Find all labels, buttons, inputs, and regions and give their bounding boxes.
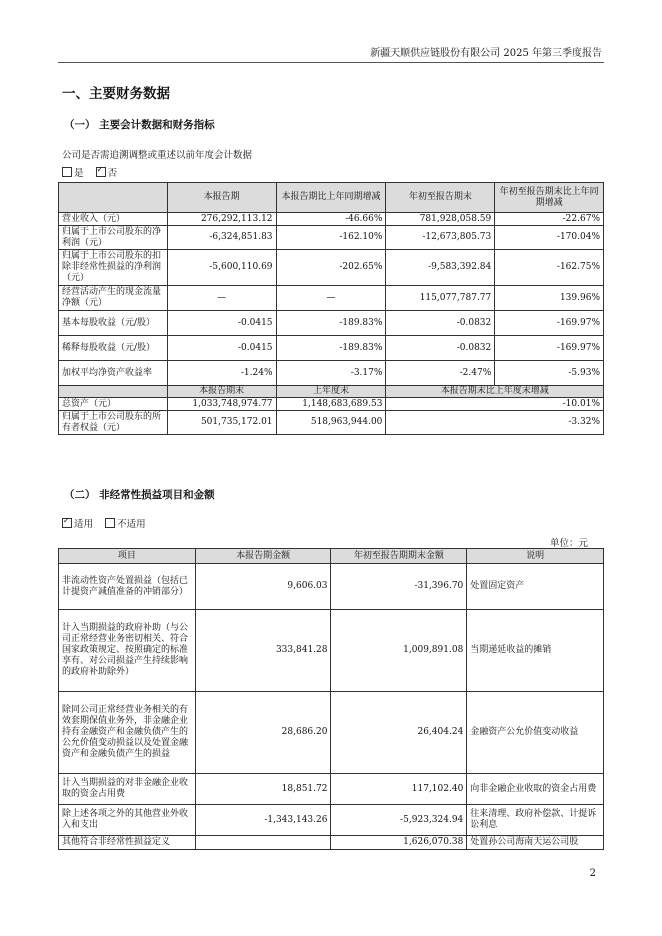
table-row (59, 361, 604, 386)
cell: -5,600,110.69 (167, 250, 276, 286)
cell: 1,626,070.38 (331, 836, 467, 850)
checkbox-na (105, 518, 115, 528)
row-label: 除上述各项之外的其他营业外收入和支出 (59, 805, 196, 836)
checkbox-apply-checked (62, 518, 72, 528)
row-label: 计入当期损益的政府补助（与公司正常经营业务密切相关、符合国家政策规定、按照确定的标准享有、对公司损益产生持续影响的政府补助除外） (59, 610, 196, 692)
cell: -3.32% (386, 411, 604, 435)
restatement-question: 公司是否需追溯调整或重述以前年度会计数据 (62, 150, 253, 161)
header-cell: 本报告期金额 (195, 549, 331, 564)
header-cell: 说明 (467, 549, 604, 564)
financial-indicators-table (58, 182, 604, 435)
header-cell: 上年度末 (276, 386, 386, 398)
cell: 26,404.24 (331, 692, 467, 774)
cell: -5,923,324.94 (331, 805, 467, 836)
table-row (59, 564, 604, 610)
cell: -170.04% (495, 226, 604, 250)
cell: — (167, 286, 276, 311)
cell: 139.96% (495, 286, 604, 311)
cell: 1,009,891.08 (331, 610, 467, 692)
header-cell: 本报告期末 (167, 386, 276, 398)
cell: -189.83% (276, 336, 386, 361)
cell: 501,735,172.01 (167, 411, 276, 435)
row-label: 总资产（元） (59, 398, 168, 411)
page-number: 2 (589, 868, 596, 879)
option-apply-label: 适用 (74, 519, 94, 530)
cell: 1,033,748,974.77 (167, 398, 276, 411)
cell: -1.24% (167, 361, 276, 386)
table-row (59, 610, 604, 692)
cell: -3.17% (276, 361, 386, 386)
cell: 117,102.40 (331, 774, 467, 805)
header-cell: 年初至报告期期末金额 (331, 549, 467, 564)
header-cell (59, 183, 168, 213)
row-label: 非流动性资产处置损益（包括已计提资产减值准备的冲销部分） (59, 564, 196, 610)
table-row (59, 692, 604, 774)
cell: -9,583,392.84 (386, 250, 495, 286)
cell: -10.01% (386, 398, 604, 411)
table-row (59, 398, 604, 411)
header-cell: 项目 (59, 549, 196, 564)
cell: 往来清理、政府补偿款、计提诉讼利息 (467, 805, 604, 836)
applicability-options (62, 516, 146, 530)
cell: -6,324,851.83 (167, 226, 276, 250)
cell: 28,686.20 (195, 692, 331, 774)
unit-label: 单位：元 (549, 538, 588, 549)
table-row (59, 411, 604, 435)
row-label: 经营活动产生的现金流量净额（元） (59, 286, 168, 311)
cell: 276,292,113.12 (167, 213, 276, 226)
table-row (59, 836, 604, 850)
cell: -162.75% (495, 250, 604, 286)
table-header-row (59, 549, 604, 564)
cell: -22.67% (495, 213, 604, 226)
table-row (59, 774, 604, 805)
section-title: 一、主要财务数据 (62, 86, 170, 102)
cell: -46.66% (276, 213, 386, 226)
row-label: 营业收入（元） (59, 213, 168, 226)
cell: 处置孙公司海南天运公司股 (467, 836, 604, 850)
cell: 当期递延收益的摊销 (467, 610, 604, 692)
cell: -0.0415 (167, 311, 276, 336)
cell: -31,396.70 (331, 564, 467, 610)
header-divider (58, 62, 604, 63)
cell: -0.0415 (167, 336, 276, 361)
cell: -162.10% (276, 226, 386, 250)
cell: -0.0832 (386, 311, 495, 336)
cell: 333,841.28 (195, 610, 331, 692)
row-label: 归属于上市公司股东的所有者权益（元） (59, 411, 168, 435)
table-row (59, 226, 604, 250)
row-label: 基本每股收益（元/股） (59, 311, 168, 336)
subsection-title-1: （一） 主要会计数据和财务指标 (64, 119, 215, 131)
row-label: 其他符合非经常性损益定义 (59, 836, 196, 850)
cell: -12,673,805.73 (386, 226, 495, 250)
row-label: 计入当期损益的对非金融企业收取的资金占用费 (59, 774, 196, 805)
cell: 金融资产公允价值变动收益 (467, 692, 604, 774)
cell: — (276, 286, 386, 311)
option-na-label: 不适用 (117, 519, 146, 530)
cell: 781,928,058.59 (386, 213, 495, 226)
cell: -169.97% (495, 336, 604, 361)
cell: 115,077,787.77 (386, 286, 495, 311)
cell: 9,606.03 (195, 564, 331, 610)
cell: -169.97% (495, 311, 604, 336)
checkbox-yes (62, 167, 72, 177)
header-cell: 本报告期末比上年度末增减 (386, 386, 604, 398)
table-row (59, 311, 604, 336)
table-row (59, 336, 604, 361)
cell: -202.65% (276, 250, 386, 286)
option-no-label: 否 (107, 168, 118, 179)
table-subheader-row (59, 386, 604, 398)
table-row (59, 250, 604, 286)
subsection-title-2: （二） 非经常性损益项目和金额 (64, 489, 215, 501)
header-cell: 本报告期 (167, 183, 276, 213)
cell: -1,343,143.26 (195, 805, 331, 836)
checkbox-no-checked (96, 167, 106, 177)
non-recurring-items-table (58, 548, 604, 850)
page-header: 新疆天顺供应链股份有限公司 2025 年第三季度报告 (370, 48, 602, 59)
row-label: 加权平均净资产收益率 (59, 361, 168, 386)
cell: -0.0832 (386, 336, 495, 361)
header-cell: 本报告期比上年同期增减 (276, 183, 386, 213)
header-cell: 年初至报告期末 (386, 183, 495, 213)
header-cell (59, 386, 168, 398)
cell: 处置固定资产 (467, 564, 604, 610)
table-row (59, 805, 604, 836)
option-yes-label: 是 (74, 168, 84, 179)
cell: 18,851.72 (195, 774, 331, 805)
cell: 1,148,683,689.53 (276, 398, 386, 411)
row-label: 除同公司正常经营业务相关的有效套期保值业务外，非金融企业持有金融资产和金融负债产生的公允价值变动损益以及处置金融资产和金融负债产生的损益 (59, 692, 196, 774)
header-cell: 年初至报告期末比上年同期增减 (495, 183, 604, 213)
row-label: 归属于上市公司股东的净利润（元） (59, 226, 168, 250)
restatement-options (62, 165, 117, 179)
table-row (59, 213, 604, 226)
cell: -189.83% (276, 311, 386, 336)
table-header-row (59, 183, 604, 213)
cell: -5.93% (495, 361, 604, 386)
cell: 向非金融企业收取的资金占用费 (467, 774, 604, 805)
cell (195, 836, 331, 850)
table-row (59, 286, 604, 311)
cell: -2.47% (386, 361, 495, 386)
row-label: 稀释每股收益（元/股） (59, 336, 168, 361)
cell: 518,963,944.00 (276, 411, 386, 435)
row-label: 归属于上市公司股东的扣除非经常性损益的净利润（元） (59, 250, 168, 286)
